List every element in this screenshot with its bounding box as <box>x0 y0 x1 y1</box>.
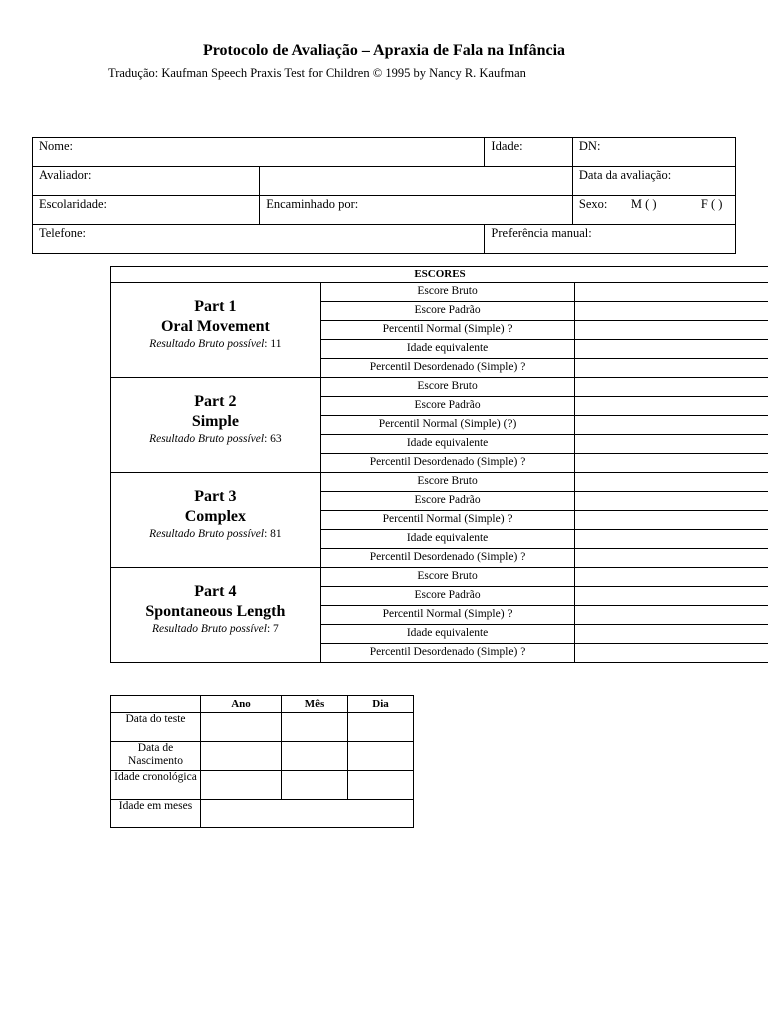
score-value-field[interactable] <box>575 625 768 644</box>
score-label: Percentil Desordenado (Simple) ? <box>320 644 575 663</box>
encaminhado-label: Encaminhado por: <box>266 197 359 211</box>
score-label: Escore Bruto <box>320 283 575 302</box>
part-label: Part 1 <box>194 298 237 315</box>
data-nascimento-ano[interactable] <box>201 742 282 771</box>
score-value-field[interactable] <box>575 416 768 435</box>
patient-info-table <box>32 137 736 254</box>
nome-field[interactable] <box>33 138 485 167</box>
dn-label: DN: <box>578 139 601 153</box>
data-nascimento-dia[interactable] <box>348 742 414 771</box>
score-label: Escore Padrão <box>320 587 575 606</box>
score-value-field[interactable] <box>575 587 768 606</box>
idade-cronologica-dia[interactable] <box>348 771 414 800</box>
score-label: Escore Bruto <box>320 378 575 397</box>
possible-label: Resultado Bruto possível <box>149 528 265 540</box>
data-teste-ano[interactable] <box>201 713 282 742</box>
part-name: Spontaneous Length <box>145 602 286 620</box>
score-row <box>111 283 768 302</box>
score-label: Percentil Normal (Simple) ? <box>320 321 575 340</box>
dates-corner <box>111 696 201 713</box>
data-avaliacao-field[interactable] <box>572 167 735 196</box>
col-ano: Ano <box>201 696 282 713</box>
score-label: Percentil Desordenado (Simple) ? <box>320 359 575 378</box>
score-value-field[interactable] <box>575 435 768 454</box>
telefone-label: Telefone: <box>39 226 87 240</box>
possible-score <box>111 529 320 541</box>
sexo-label: Sexo: <box>578 197 608 211</box>
possible-label: Resultado Bruto possível <box>149 433 265 445</box>
score-label: Percentil Desordenado (Simple) ? <box>320 454 575 473</box>
score-value-field[interactable] <box>575 473 768 492</box>
escolaridade-field[interactable] <box>33 196 260 225</box>
score-row <box>111 378 768 397</box>
avaliador-extra-cell[interactable] <box>260 167 573 196</box>
possible-value: : 63 <box>264 433 282 445</box>
part-4-cell <box>111 568 321 663</box>
score-label: Escore Bruto <box>320 568 575 587</box>
score-label: Idade equivalente <box>320 435 575 454</box>
part-name: Complex <box>184 507 247 525</box>
possible-label: Resultado Bruto possível <box>151 623 267 635</box>
row-data-teste: Data do teste <box>111 713 201 742</box>
part-3-cell <box>111 473 321 568</box>
score-label: Percentil Normal (Simple) ? <box>320 511 575 530</box>
data-nascimento-mes[interactable] <box>282 742 348 771</box>
data-avaliacao-label: Data da avaliação: <box>578 168 672 182</box>
score-value-field[interactable] <box>575 340 768 359</box>
nome-label: Nome: <box>39 139 74 153</box>
sexo-m-checkbox[interactable]: M ( ) <box>630 197 657 211</box>
page-title: Protocolo de Avaliação – Apraxia de Fala na Infância <box>202 42 566 59</box>
part-1-cell <box>111 283 321 378</box>
avaliador-label: Avaliador: <box>39 168 92 182</box>
idade-cronologica-ano[interactable] <box>201 771 282 800</box>
score-value-field[interactable] <box>575 397 768 416</box>
data-teste-mes[interactable] <box>282 713 348 742</box>
score-label: Idade equivalente <box>320 530 575 549</box>
part-label: Part 2 <box>194 393 237 410</box>
part-2-cell <box>111 378 321 473</box>
idade-meses-value[interactable] <box>201 800 414 828</box>
possible-label: Resultado Bruto possível <box>149 338 265 350</box>
possible-score <box>111 339 320 351</box>
score-label: Idade equivalente <box>320 340 575 359</box>
score-label: Escore Padrão <box>320 492 575 511</box>
score-label: Percentil Normal (Simple) ? <box>320 606 575 625</box>
idade-cronologica-mes[interactable] <box>282 771 348 800</box>
row-idade-cronologica: Idade cronológica <box>111 771 201 800</box>
possible-score <box>111 434 320 446</box>
escolaridade-label: Escolaridade: <box>39 197 108 211</box>
dates-table <box>110 695 414 828</box>
score-value-field[interactable] <box>575 606 768 625</box>
possible-score <box>111 624 320 636</box>
possible-value: : 81 <box>264 528 282 540</box>
dn-field[interactable] <box>572 138 735 167</box>
score-value-field[interactable] <box>575 454 768 473</box>
possible-value: : 7 <box>266 623 279 635</box>
sexo-field[interactable] <box>572 196 735 225</box>
part-label: Part 4 <box>194 583 237 600</box>
preferencia-label: Preferência manual: <box>491 226 592 240</box>
score-label: Percentil Desordenado (Simple) ? <box>320 549 575 568</box>
page-subtitle: Tradução: Kaufman Speech Praxis Test for Children © 1995 by Nancy R. Kaufman <box>108 66 526 80</box>
score-value-field[interactable] <box>575 283 768 302</box>
score-label: Percentil Normal (Simple) (?) <box>320 416 575 435</box>
score-label: Escore Bruto <box>320 473 575 492</box>
row-idade-meses: Idade em meses <box>111 800 201 828</box>
score-value-field[interactable] <box>575 530 768 549</box>
score-value-field[interactable] <box>575 644 768 663</box>
scores-table <box>110 266 768 663</box>
score-value-field[interactable] <box>575 568 768 587</box>
score-row <box>111 568 768 587</box>
score-value-field[interactable] <box>575 549 768 568</box>
scores-header: ESCORES <box>111 267 768 283</box>
score-row <box>111 473 768 492</box>
idade-label: Idade: <box>491 139 523 153</box>
score-value-field[interactable] <box>575 359 768 378</box>
col-dia: Dia <box>348 696 414 713</box>
col-mes: Mês <box>282 696 348 713</box>
row-data-nascimento: Data de Nascimento <box>111 742 201 771</box>
data-teste-dia[interactable] <box>348 713 414 742</box>
encaminhado-field[interactable] <box>260 196 573 225</box>
part-name: Simple <box>191 412 239 430</box>
telefone-field[interactable] <box>33 225 485 254</box>
sexo-f-checkbox[interactable]: F ( ) <box>700 197 723 211</box>
possible-value: : 11 <box>264 338 282 350</box>
score-value-field[interactable] <box>575 492 768 511</box>
score-label: Escore Padrão <box>320 302 575 321</box>
score-value-field[interactable] <box>575 511 768 530</box>
score-value-field[interactable] <box>575 321 768 340</box>
idade-field[interactable] <box>485 138 572 167</box>
score-value-field[interactable] <box>575 302 768 321</box>
score-label: Escore Padrão <box>320 397 575 416</box>
score-value-field[interactable] <box>575 378 768 397</box>
part-name: Oral Movement <box>160 317 270 335</box>
preferencia-field[interactable] <box>485 225 736 254</box>
avaliador-field[interactable] <box>33 167 260 196</box>
score-label: Idade equivalente <box>320 625 575 644</box>
part-label: Part 3 <box>194 488 237 505</box>
